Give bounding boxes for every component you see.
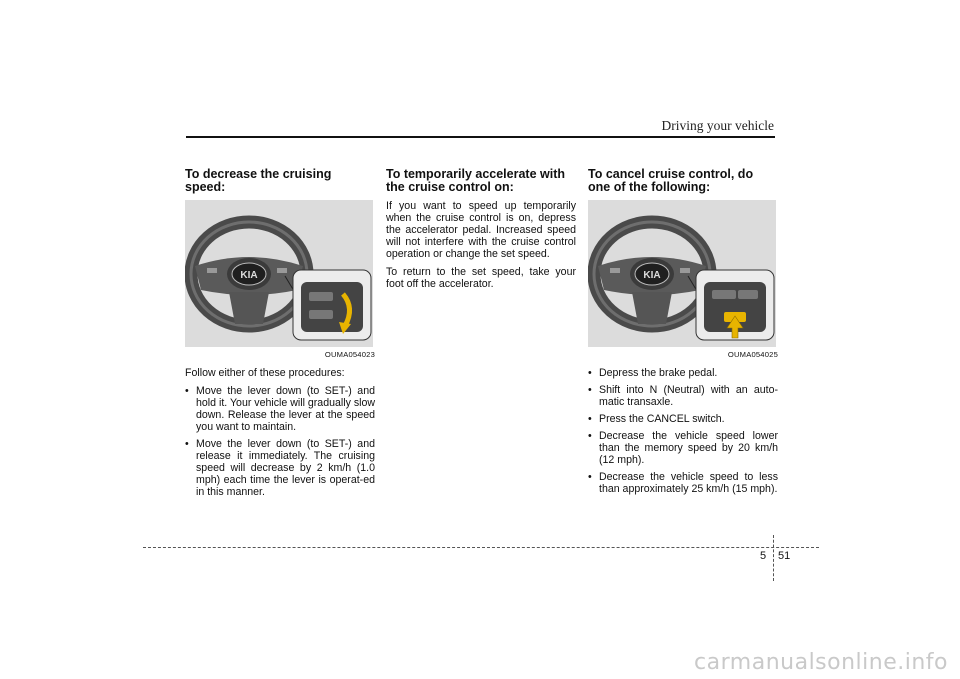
kia-logo: KIA [643,270,661,281]
section-title: Driving your vehicle [661,118,774,133]
watermark: carmanualsonline.info [694,650,948,675]
paragraph: If you want to speed up temporarily when the cruise control is on, depress the accelerator pedal. Increased speed will not interfere with the cruise control operation or change the set speed. [386,200,576,260]
list-item: • Press the CANCEL switch. [588,413,778,425]
figure-steering-wheel-decrease [185,200,373,347]
list-item: • Depress the brake pedal. [588,367,778,379]
heading-decrease-speed: To decrease the cruising speed: [185,167,332,194]
page-number: 51 [778,550,791,562]
footer-divider [773,535,774,581]
list-item: • Move the lever down (to SET-) and hold it. Your vehicle will gradually slow down. Release the lever at the speed you want to maintain. [185,385,375,433]
column-temporary-accelerate [386,168,576,296]
decrease-procedure-list [185,385,375,498]
cancel-procedure-list [588,367,778,495]
heading-cancel-cruise: To cancel cruise control, do one of the following: [588,167,754,194]
steering-wheel-lever-down-icon [185,200,373,347]
kia-logo: KIA [240,270,258,281]
steering-wheel-cancel-icon [588,200,776,347]
column-cancel-cruise [588,168,778,500]
list-item: • Decrease the vehicle speed lower than the memory speed by 20 km/h (12 mph). [588,430,778,466]
chapter-number: 5 [760,550,767,562]
figure-steering-wheel-cancel [588,200,776,347]
list-item: • Move the lever down (to SET-) and release it immediately. The cruising speed will decrease by 2 km/h (1.0 mph) each time the lever is operat-ed in this manner. [185,438,375,498]
footer-rule [143,547,819,548]
list-item: • Shift into N (Neutral) with an auto-matic transaxle. [588,384,778,408]
intro-text: Follow either of these procedures: [185,367,345,379]
figure-caption-1: OUMA054023 [324,350,375,359]
column-decrease-speed [185,168,375,503]
header-rule [186,136,775,138]
heading-temporary-accelerate: To temporarily accelerate with the cruise control on: [386,167,565,194]
paragraph: To return to the set speed, take your foot off the accelerator. [386,266,576,290]
list-item: • Decrease the vehicle speed to less than approximately 25 km/h (15 mph). [588,471,778,495]
figure-caption-2: OUMA054025 [727,350,778,359]
